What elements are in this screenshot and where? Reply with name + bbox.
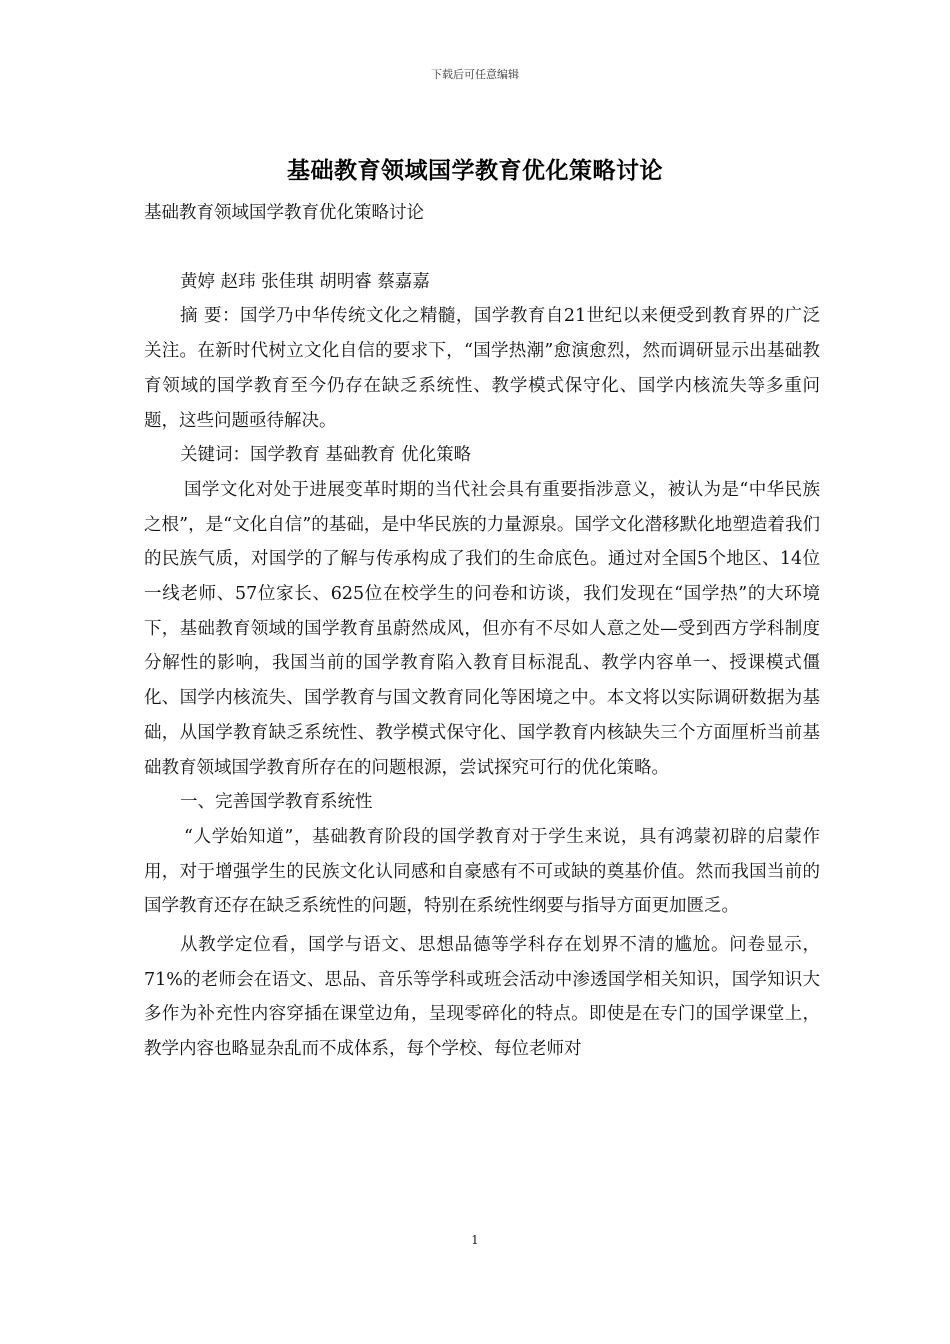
header-note: 下载后可任意编辑: [431, 68, 519, 81]
document-title: 基础教育领域国学教育优化策略讨论: [287, 158, 663, 184]
document-subtitle: 基础教育领域国学教育优化策略讨论: [144, 203, 424, 223]
keywords-line: 关键词：国学教育 基础教育 优化策略: [180, 445, 472, 466]
body-paragraph-section-1: “人学始知道”，基础教育阶段的国学教育对于学生来说，具有鸿蒙初辟的启蒙作用，对于增强学生的民族文化认同感和自豪感有不可或缺的奠基价值。然而我国当前的国学教育还存在缺乏系统性的问题，特别在系统性纲要与指导方面更加匮乏。: [144, 826, 820, 917]
author-list: 黄婷 赵玮 张佳琪 胡明睿 蔡嘉嘉: [180, 271, 430, 292]
page-number: 1: [471, 1233, 479, 1247]
body-paragraph-teaching-position: 从教学定位看，国学与语文、思想品德等学科存在划界不清的尴尬。问卷显示，71%的老师会在语文、思品、音乐等学科或班会活动中渗透国学相关知识，国学知识大多作为补充性内容穿插在课堂边角，呈现零碎化的特点。即使是在专门的国学课堂上，教学内容也略显杂乱而不成体系，每个学校、每位老师对: [144, 935, 820, 1060]
abstract-paragraph: 摘 要：国学乃中华传统文化之精髓，国学教育自21世纪以来便受到教育界的广泛关注。在新时代树立文化自信的要求下，“国学热潮”愈演愈烈，然而调研显示出基础教育领域的国学教育至今仍存在缺乏系统性、教学模式保守化、国学内核流失等多重问题，这些问题亟待解决。: [144, 306, 820, 431]
body-paragraph-intro: 国学文化对处于进展变革时期的当代社会具有重要指涉意义，被认为是“中华民族之根”，是“文化自信”的基础，是中华民族的力量源泉。国学文化潜移默化地塑造着我们的民族气质，对国学的了解与传承构成了我们的生命底色。通过对全国5个地区、14位一线老师、57位家长、625位在校学生的问卷和访谈，我们发现在“国学热”的大环境下，基础教育领域的国学教育虽蔚然成风，但亦有不尽如人意之处—受到西方学科制度分解性的影响，我国当前的国学教育陷入教育目标混乱、教学内容单一、授课模式僵化、国学内核流失、国学教育与国文教育同化等困境之中。本文将以实际调研数据为基础，从国学教育缺乏系统性、教学模式保守化、国学教育内核缺失三个方面厘析当前基础教育领域国学教育所存在的问题根源，尝试探究可行的优化策略。: [144, 479, 820, 778]
section-heading-1: 一、完善国学教育系统性: [180, 792, 373, 813]
document-body: [144, 196, 820, 1067]
